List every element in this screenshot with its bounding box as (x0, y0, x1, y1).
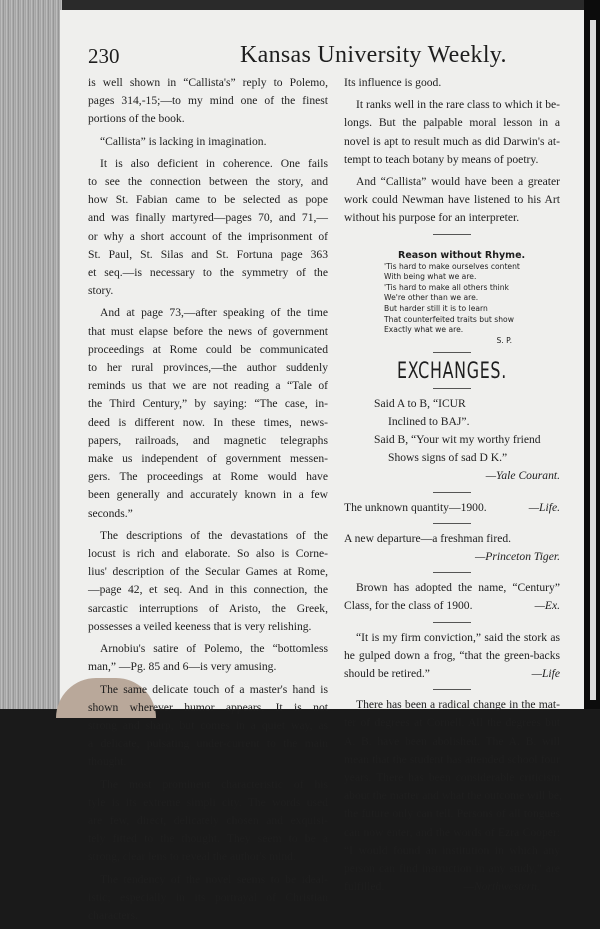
text-line: years. There has been considerable criticism (344, 771, 560, 785)
exchange-item (344, 579, 560, 615)
text-line: The same delicate touch of a master's hand is (100, 682, 328, 696)
verse-line: Shows signs of sad D K.” (388, 451, 508, 465)
divider (433, 523, 471, 524)
text-line: should be retired.” (344, 667, 430, 681)
text-line: gers. The proceedings at Rome would have (88, 470, 328, 484)
text-line: Arnobiu's satire of Polemo, the “bottomless (100, 642, 328, 656)
exchange-source: —Ex. (534, 599, 560, 613)
exchange-source: —Princeton Tiger. (474, 550, 560, 563)
text-line: And “Callista” would have been a greater (356, 175, 560, 189)
text-line: and was finally martyred—pages 70, and 71,— (88, 211, 328, 225)
poem-signature: S. P. (496, 335, 512, 345)
paragraph (88, 155, 328, 301)
text-line: strong and sharp, but comes in a quiet way, as (88, 718, 328, 732)
poem-line: We're other than we are. (384, 293, 479, 303)
divider (433, 492, 471, 493)
text-line: a delicate, pulsating under-current to the main (88, 737, 328, 751)
exchange-row (344, 530, 560, 548)
exchange-item (344, 499, 560, 517)
paragraph (88, 640, 328, 676)
left-column (88, 74, 328, 929)
text-line: lius' description of the Secular Games at Rome, (88, 565, 328, 579)
text-line: possesses a veiled keeness that is very relishing. (88, 619, 312, 633)
divider (433, 572, 471, 573)
poem-lines (384, 262, 560, 336)
exchange-source: —Yale Courant. (485, 469, 560, 483)
text-line: mean that the student has attended school four (344, 752, 560, 766)
text-line: thought. (88, 755, 127, 769)
divider (433, 689, 471, 690)
text-line: pages 314,-15;—to my mind one of the finest (88, 94, 328, 108)
poem-line: That counterfeited traits but show (384, 314, 514, 324)
text-line: can now enter, and the words of Ezra Cooper: (344, 825, 560, 839)
divider (433, 622, 471, 623)
exchange-text: A new departure—a freshman fired. (344, 531, 512, 545)
text-line: Its influence is good. (344, 76, 442, 89)
exchange-item (344, 530, 560, 566)
text-line: man,” —Pg. 85 and 6—is very amusing. (88, 660, 277, 674)
paragraph (344, 173, 560, 228)
exchange-item (344, 395, 560, 486)
divider (433, 388, 471, 389)
poem-line: With being what we are. (384, 272, 477, 282)
text-line: et seq.—is necessary to the symmetry of the (88, 266, 328, 280)
verse-line: Said A to B, “ICUR (374, 396, 466, 410)
divider (433, 352, 471, 353)
text-line: the Third Century,” by saying: “The case, in- (88, 397, 328, 411)
text-line: person can find instruction in any study,” are (344, 862, 560, 876)
exchange-row (344, 665, 560, 683)
text-line: sarcastic interruptions of Aristo, the Greek, (88, 601, 328, 615)
text-line: —page 42, et seq. And in this connection, the (88, 583, 328, 597)
verse-line: Said B, “Your wit my worthy friend (374, 432, 541, 446)
paragraph (88, 74, 328, 129)
section-heading: EXCHANGES. (397, 359, 507, 385)
poem-line: Exactly what we are. (384, 325, 464, 335)
exchange-row (344, 878, 560, 896)
scan-background (0, 0, 600, 10)
text-line: make us independent of government messen- (88, 452, 328, 466)
text-line: proceedings at Rome could be communicated (88, 342, 328, 356)
exchange-row (344, 597, 560, 615)
text-line: or why a short account of the imprisonment of (88, 229, 328, 243)
text-line: It is also deficient in coherence. One fails (100, 156, 328, 170)
page-number: 230 (88, 44, 120, 68)
poem-line: 'Tis hard to make all others think (384, 282, 509, 292)
text-line: “It is my firm conviction,” said the stork as (356, 630, 560, 644)
text-line: the future only can tell. Persons of all tongues (344, 807, 560, 821)
text-line: seconds.” (88, 506, 133, 520)
text-line: been generally and accurately known in a few (88, 488, 328, 502)
text-line: tyle is its extreme simpli city. The words used (88, 795, 328, 809)
poem-line: But harder still it is to learn (384, 304, 488, 313)
text-line: A. B. have been abolished. The A. B. will (344, 734, 560, 748)
text-line: “Callista” is lacking in imagination. (100, 134, 267, 148)
text-line: deed is different now. In these times, news- (88, 415, 328, 429)
paragraph (344, 74, 560, 92)
text-line: fulfilled. (344, 880, 385, 894)
text-line: story. (88, 284, 114, 298)
text-line: work could Newman have listened to his Art (344, 193, 560, 207)
exchanges-list (344, 395, 560, 897)
exchange-source: —Life. (528, 500, 560, 514)
page-title: Kansas University Weekly. (240, 42, 507, 68)
paragraph (88, 681, 328, 772)
text-line: shown wherever humor appears. It is not (88, 700, 328, 714)
text-line: tempt to teach botany by means of poetry. (344, 152, 539, 166)
text-line: how St. Fabian came to be selected as pope (88, 193, 328, 207)
text-line: istic; especially in its portrayal of Christian (88, 890, 328, 904)
paragraph (88, 776, 328, 867)
text-line: portions of the book. (88, 112, 185, 126)
text-line: is well shown in “Callista's” reply to Polemo, (88, 76, 328, 89)
paragraph (88, 871, 328, 926)
text-line: The most prominent characteristic of his (100, 777, 328, 791)
poem-title: Reason without Rhyme. (398, 249, 526, 261)
text-line: he gulped down a frog, “that the green-backs (344, 648, 560, 662)
paragraph (88, 527, 328, 636)
paragraph (88, 133, 328, 151)
text-line: And at page 73,—after speaking of the time (100, 306, 328, 320)
text-line: that must elapse before the news of government (88, 324, 328, 338)
text-line: to her rural provinces,—the author suddenly (88, 361, 328, 375)
text-line: are few, direct, delicately chosen and exquisi- (88, 813, 328, 827)
text-line: Class, for the class of 1900. (344, 599, 473, 613)
poem-line: 'Tis hard to make ourselves content (384, 261, 520, 271)
exchange-item (344, 629, 560, 684)
text-line: There has been a radical change in the mat- (356, 698, 560, 712)
exchange-source: —Northwestern. (463, 880, 540, 894)
text-line: St. Paul, St. Silas and St. Fortuna page 363 (88, 247, 328, 261)
text-line: reminds us that we are not reading a “Tale of (88, 379, 328, 393)
text-line: characters. (88, 908, 138, 922)
text-line: to see the connection between the story, and (88, 175, 328, 189)
text-line: tely fitted to the thought. They seem to be a (88, 832, 328, 846)
next-page-edge (590, 20, 596, 700)
exchange-item (344, 696, 560, 896)
text-line: It ranks well in the rare class to which it be- (356, 98, 560, 112)
text-line: novel is apt to result much as did Darwin's at- (344, 134, 560, 148)
text-line: without his purpose for an interpreter. (344, 211, 520, 225)
text-line: The tendency of the novel seems to be ideal- (100, 872, 328, 886)
right-paragraphs (344, 74, 560, 228)
text-line: papers, railroads, and magnetic telegraphs (88, 433, 328, 447)
verse-line: Inclined to BAJ”. (388, 414, 470, 428)
exchange-row (344, 499, 560, 517)
paragraph (88, 304, 328, 522)
text-line: longs. But the palpable moral lesson in a (344, 116, 560, 130)
text-line: ter of degrees at Cornell. All the degrees but (344, 716, 560, 730)
divider (433, 234, 471, 235)
right-column (344, 74, 560, 896)
page-edges (0, 0, 62, 709)
text-line: The descriptions of the devastations of the (100, 528, 328, 542)
poem (384, 249, 560, 347)
exchange-source: —Life (531, 667, 560, 681)
text-line: strong, clear lens to reveal the author's mind. (88, 850, 296, 864)
text-line: about the matter and what the outcome will be, (344, 789, 562, 803)
paragraph (344, 96, 560, 169)
exchange-text: The unknown quantity—1900. (344, 500, 487, 514)
text-line: locust is rich and elaborate. So also is Corne- (88, 547, 328, 561)
text-line: Brown has adopted the name, “Century” (356, 581, 560, 595)
text-line: “I would found an institution in which any (344, 843, 560, 857)
